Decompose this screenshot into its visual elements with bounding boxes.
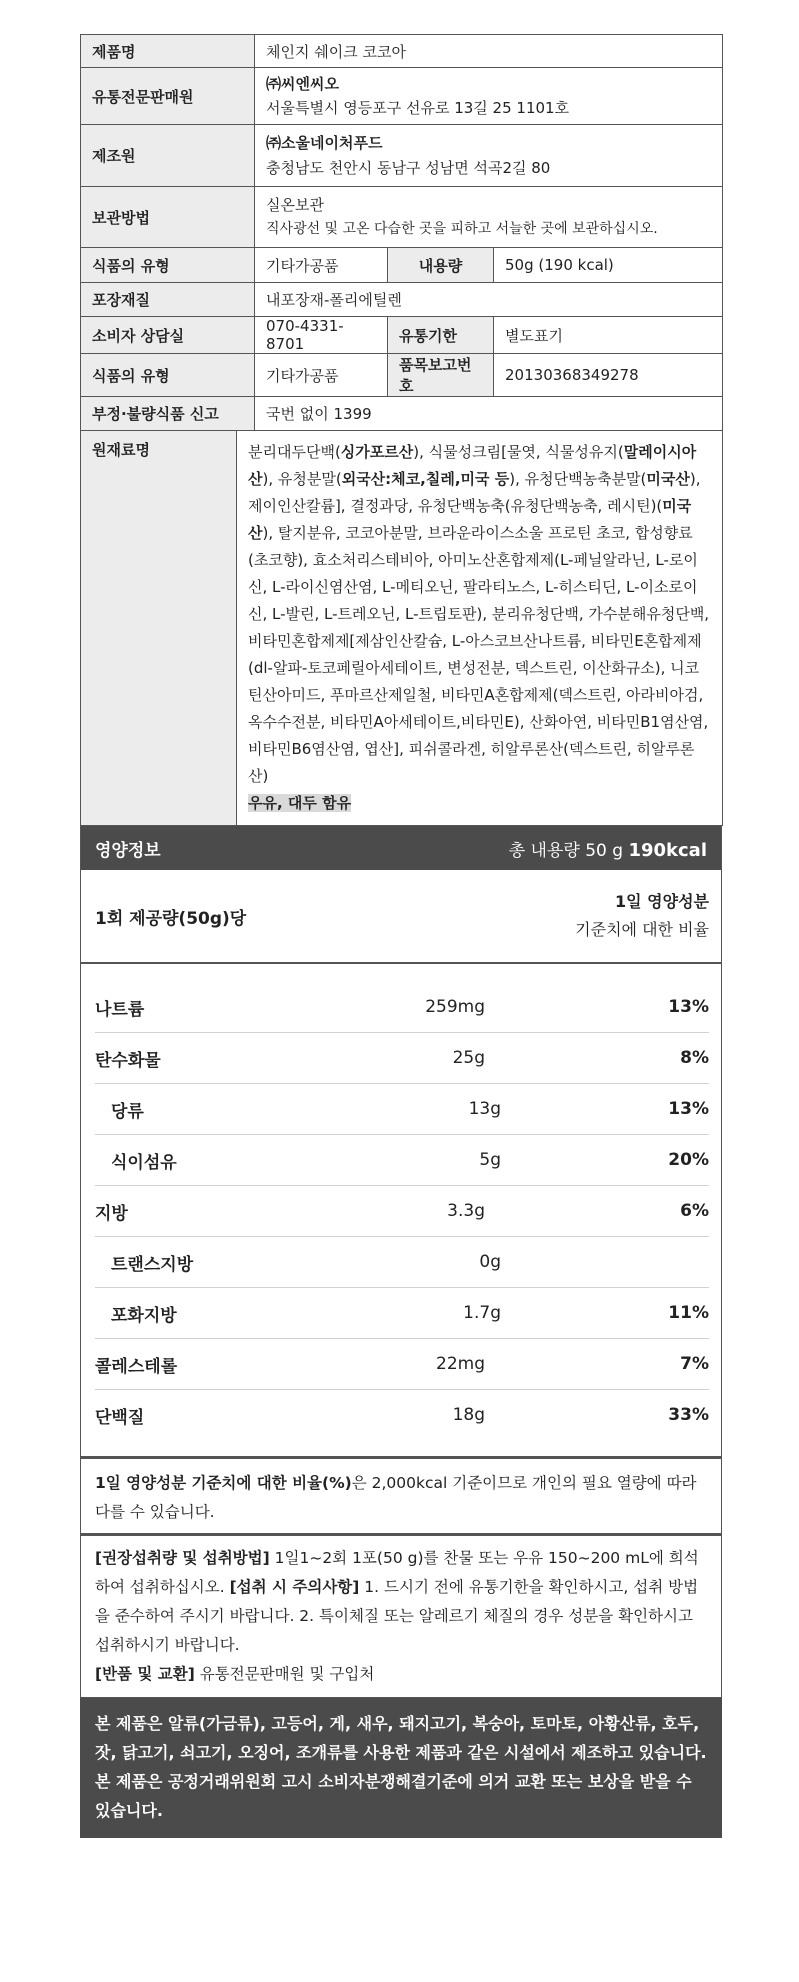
row-packaging [81, 283, 723, 317]
expiry-value: 별도표기 [494, 317, 723, 354]
nutrition-title: 영양정보 [95, 840, 161, 861]
complaint-value: 국번 없이 1399 [255, 397, 723, 431]
nutrition-header [80, 826, 722, 870]
daily-value-note [80, 1457, 722, 1534]
nutrient-name: 당류 [111, 1101, 144, 1122]
ingr-origin: 미국산 [646, 470, 690, 488]
nutrient-pct: 13% [668, 1099, 709, 1119]
storage-value: 실온보관 [266, 196, 324, 214]
ingredients-label: 원재료명 [81, 431, 237, 826]
ingredients-text [237, 431, 723, 826]
nutrition-total [509, 836, 707, 861]
nutrient-name: 탄수화물 [95, 1050, 161, 1071]
type2-value: 기타가공품 [255, 354, 388, 397]
nutrient-row [95, 1135, 709, 1186]
nutrient-name: 지방 [95, 1203, 128, 1224]
nutrient-row [95, 1084, 709, 1135]
nutrient-pct: 8% [680, 1048, 709, 1068]
nutrient-amount: 25g [452, 1048, 485, 1068]
seller-label: 유통전문판매원 [81, 68, 255, 125]
nutrient-amount: 22mg [436, 1354, 485, 1374]
total-kcal: 190kcal [628, 839, 707, 861]
daily-ref [575, 888, 709, 944]
nutrient-row [95, 1237, 709, 1288]
ingr-part: ), 유청분말( [262, 470, 342, 488]
storage-cell [255, 187, 723, 248]
nutrient-amount: 0g [479, 1252, 501, 1272]
serving-label: 1회 제공량(50g)당 [95, 908, 247, 929]
ingr-origin: 미국산 [248, 497, 692, 542]
product-info-sheet [80, 34, 722, 1838]
row-ingredients [81, 431, 723, 826]
type-label: 식품의 유형 [81, 248, 255, 283]
allergen-facility-warning: 본 제품은 알류(가금류), 고등어, 게, 새우, 돼지고기, 복숭아, 토마토, 아황산류, 호두, 잣, 닭고기, 쇠고기, 오징어, 조개류를 사용한 제품과 같은 시설에서 제조하고 있습니다. [95, 1714, 707, 1762]
volume-value: 50g (190 kcal) [494, 248, 723, 283]
consult-label: 소비자 상담실 [81, 317, 255, 354]
nutrient-row [95, 1390, 709, 1440]
nutrient-pct: 6% [680, 1201, 709, 1221]
row-storage [81, 187, 723, 248]
ingr-part: ), 유청단백농축분말( [509, 470, 647, 488]
total-label: 총 내용량 50 g [508, 840, 624, 861]
nutrient-amount: 18g [452, 1405, 485, 1425]
maker-cell [255, 125, 723, 187]
maker-address: 충청남도 천안시 동남구 성남면 석곡2길 80 [266, 158, 551, 177]
storage-note: 직사광선 및 고온 다습한 곳을 피하고 서늘한 곳에 보관하십시오. [266, 221, 658, 237]
nutrient-row [95, 1288, 709, 1339]
maker-name: ㈜소울네이처푸드 [266, 133, 383, 152]
seller-name: ㈜씨엔씨오 [266, 75, 339, 93]
row-complaint [81, 397, 723, 431]
nutrient-row [95, 1339, 709, 1390]
daily-sub: 기준치에 대한 비율 [575, 920, 709, 939]
nutrient-amount: 259mg [425, 997, 485, 1017]
row-type [81, 248, 723, 283]
packaging-label: 포장재질 [81, 283, 255, 317]
seller-cell [255, 68, 723, 125]
nutrient-row [95, 982, 709, 1033]
type-value: 기타가공품 [255, 248, 388, 283]
expiry-label: 유통기한 [388, 317, 494, 354]
ingr-part: ), 제이인산칼륨], 결정과당, 유청단백농축(유청단백농축, 레시틴)( [248, 470, 701, 515]
nutrient-name: 콜레스테롤 [95, 1356, 178, 1377]
nutrient-pct: 20% [668, 1150, 709, 1170]
nutrient-amount: 1.7g [463, 1303, 501, 1323]
return-heading: [반품 및 교환] [95, 1665, 195, 1683]
caution-text: 1. 드시기 전에 유통기한을 확인하시고, 섭취 방법을 준수하여 주시기 바랍니다. 2. 특이체질 또는 알레르기 체질의 경우 성분을 확인하시고 섭취하시기 바랍니다. [95, 1578, 699, 1654]
ingr-origin: 말레이시아산 [248, 443, 697, 488]
packaging-value: 내포장재-폴리에틸렌 [255, 283, 723, 317]
nutrient-row [95, 1186, 709, 1237]
nutrition-box [80, 870, 722, 1457]
product-name-label: 제품명 [81, 35, 255, 68]
ingr-part: 분리대두단백( [248, 443, 341, 461]
nutrient-pct: 7% [680, 1354, 709, 1374]
ingr-part: ), 식물성크림[물엿, 식물성유지( [413, 443, 624, 461]
nutrient-name: 나트륨 [95, 999, 145, 1020]
note-rest: 은 2,000kcal 기준이므로 개인의 필요 열량에 따라 다를 수 있습니다. [95, 1474, 697, 1521]
ingr-origin: 싱가포르산 [340, 443, 414, 461]
row-type2 [81, 354, 723, 397]
nutrient-name: 단백질 [95, 1407, 145, 1428]
storage-label: 보관방법 [81, 187, 255, 248]
nutrient-amount: 13g [468, 1099, 501, 1119]
nutrient-pct: 33% [668, 1405, 709, 1425]
nutrient-name: 포화지방 [111, 1305, 177, 1326]
nutrient-list [81, 964, 721, 1456]
product-name-value: 체인지 쉐이크 코코아 [255, 35, 723, 68]
nutrient-name: 트랜스지방 [111, 1254, 194, 1275]
maker-label: 제조원 [81, 125, 255, 187]
report-label: 품목보고번호 [388, 354, 494, 397]
seller-address: 서울특별시 영등포구 선유로 13길 25 1101호 [266, 99, 570, 117]
compensation-notice: 본 제품은 공정거래위원회 고시 소비자분쟁해결기준에 의거 교환 또는 보상을 받을 수 있습니다. [95, 1772, 692, 1820]
nutrient-amount: 3.3g [447, 1201, 485, 1221]
volume-label: 내용량 [388, 248, 494, 283]
nutrient-name: 식이섬유 [111, 1152, 177, 1173]
row-seller [81, 68, 723, 125]
caution-heading: [섭취 시 주의사항] [229, 1578, 360, 1596]
row-product-name [81, 35, 723, 68]
nutrient-row [95, 1033, 709, 1084]
nutrient-pct: 11% [668, 1303, 709, 1323]
usage-text: 1일1~2회 1포(50 g)를 찬물 또는 우유 150~200 mL에 희석하여 섭취하십시오. [95, 1549, 699, 1596]
daily-label: 1일 영양성분 [615, 892, 709, 911]
complaint-label: 부정·불량식품 신고 [81, 397, 255, 431]
ingr-origin: 외국산:체코,칠레,미국 등 [341, 470, 510, 488]
ingr-part: ), 탈지분유, 코코아분말, 브라운라이스소울 프로틴 초코, 합성향료(초코향), 효소처리스테비아, 아미노산혼합제제(L-페닐알라닌, L-로이신, L-라이신염산염, L-메티오닌, 팔라티노스, L-히스티딘, L-이소로이신, L-발린, L-트레오닌, L-트립토판), 분리유청단백, 가수분해유청단백, 비타민혼합제제[제삼인산칼슘, L-아스코브산나트륨, 비타민E혼합제제(dl-알파-토코페릴아세테이트, 변성전분, 덱스트린, 이산화규소), 니코틴산아미드, 푸마르산제일철, 비타민A혼합제제(덱스트린, 아라비아검, 옥수수전분, 비타민A아세테이트,비타민E), 산화아연, 비타민B1염산염, 비타민B6염산염, 엽산], 피쉬콜라겐, 히알루론산(덱스트린, 히알루론산) [248, 524, 710, 785]
return-text: 유통전문판매원 및 구입처 [194, 1665, 375, 1683]
nutrient-pct: 13% [668, 997, 709, 1017]
row-maker [81, 125, 723, 187]
usage-heading: [권장섭취량 및 섭취방법] [95, 1549, 270, 1567]
warning-box [80, 1698, 722, 1838]
note-bold: 1일 영양성분 기준치에 대한 비율(%) [95, 1474, 352, 1492]
allergy-notice: 우유, 대두 함유 [248, 794, 352, 812]
consult-value: 070-4331-8701 [255, 317, 388, 354]
row-consult [81, 317, 723, 354]
serving-row [81, 870, 721, 964]
nutrient-amount: 5g [479, 1150, 501, 1170]
type2-label: 식품의 유형 [81, 354, 255, 397]
report-value: 20130368349278 [494, 354, 723, 397]
product-info-table [80, 34, 723, 826]
usage-section [80, 1534, 722, 1698]
